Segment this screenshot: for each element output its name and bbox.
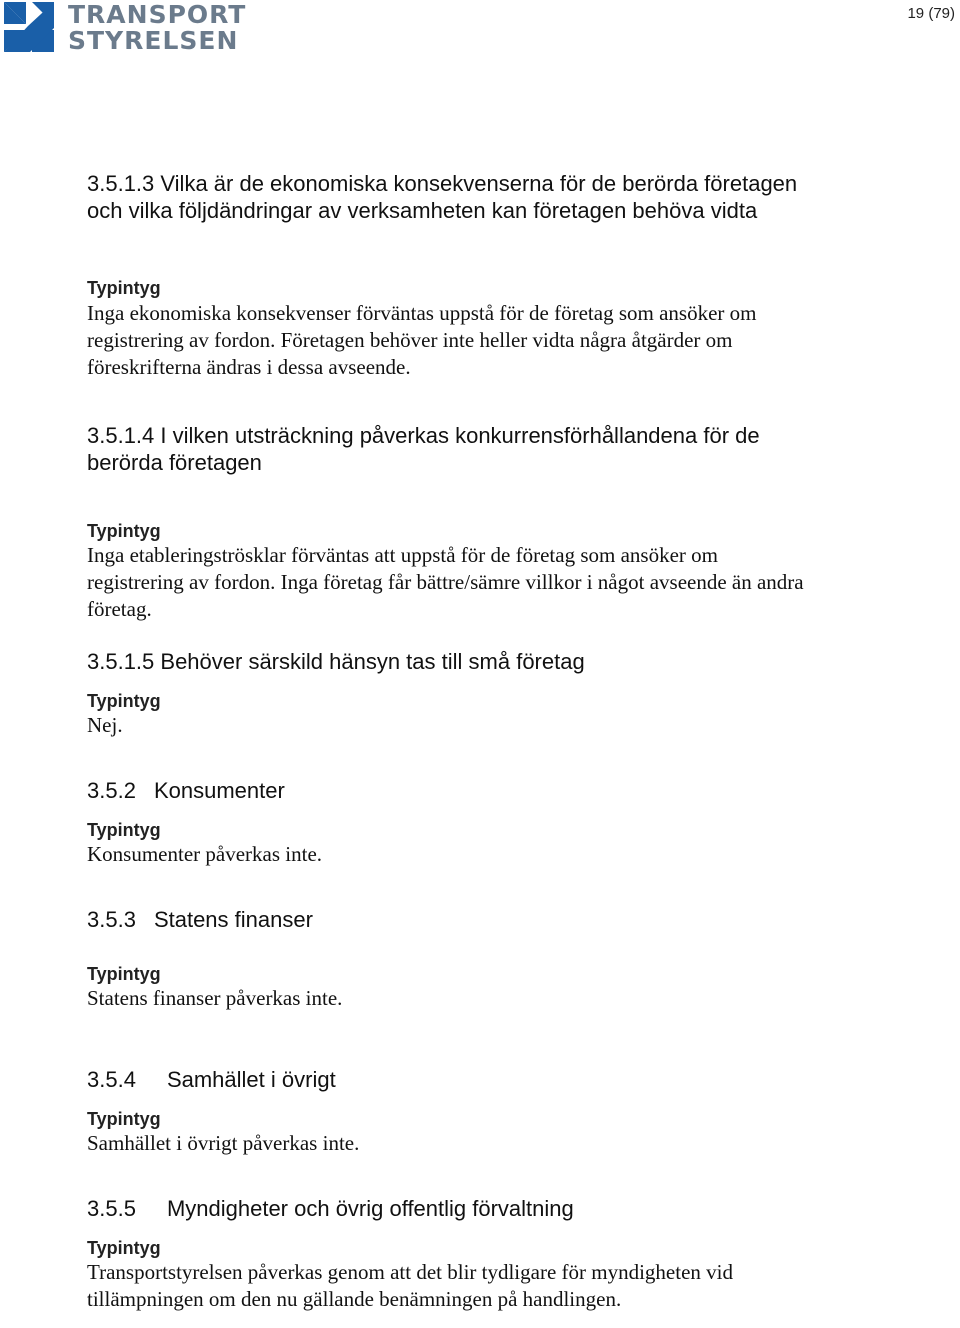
- section-title: Myndigheter och övrig offentlig förvaltning: [166, 1196, 574, 1221]
- section-heading: [87, 777, 817, 804]
- section-title: Statens finanser: [153, 907, 313, 932]
- section-body: Konsumenter påverkas inte.: [87, 842, 323, 866]
- section-heading: [87, 1195, 817, 1222]
- section-number: 3.5.4: [87, 1067, 136, 1092]
- logo-mark-icon: [4, 2, 54, 52]
- section-heading: [87, 1066, 817, 1093]
- section-label: Typintyg: [87, 1109, 161, 1129]
- section-title: Samhället i övrigt: [166, 1067, 336, 1092]
- section-label: Typintyg: [87, 521, 161, 541]
- section-label: Typintyg: [87, 691, 161, 711]
- section-heading: 3.5.1.3 Vilka är de ekonomiska konsekvenserna för de berörda företagen och vilka följdändringar av verksamheten kan företagen behöva vidta: [87, 171, 798, 223]
- section-title: Konsumenter: [153, 778, 285, 803]
- section-number: 3.5.2: [87, 778, 136, 803]
- section-label: Typintyg: [87, 820, 161, 840]
- section-heading: 3.5.1.5 Behöver särskild hänsyn tas till små företag: [87, 649, 585, 674]
- logo-wordmark: [68, 2, 246, 54]
- section-body: Statens finanser påverkas inte.: [87, 986, 343, 1010]
- section-body: Transportstyrelsen påverkas genom att det blir tydligare för myndigheten vid tillämpningen om den nu gällande benämningen på handlingen.: [87, 1260, 733, 1311]
- transportstyrelsen-logo: [4, 0, 247, 56]
- section-label: Typintyg: [87, 278, 161, 298]
- section-label: Typintyg: [87, 1238, 161, 1258]
- section-body: Nej.: [87, 713, 123, 737]
- logo-line-1: TRANSPORT: [68, 0, 247, 29]
- section-body: Inga etableringströsklar förväntas att uppstå för de företag som ansöker om registrering av fordon. Inga företag får bättre/sämre villkor i något avseende än andra företag.: [87, 543, 804, 621]
- section-3-5-1-5: [87, 648, 817, 737]
- section-label: Typintyg: [87, 964, 161, 984]
- section-number: 3.5.5: [87, 1196, 136, 1221]
- page-number: 19 (79): [907, 5, 955, 22]
- section-body: Samhället i övrigt påverkas inte.: [87, 1131, 360, 1155]
- section-3-5-4: [87, 1066, 817, 1155]
- section-3-5-1-4: [87, 422, 817, 621]
- section-heading: 3.5.1.4 I vilken utsträckning påverkas konkurrensförhållandena för de berörda företagen: [87, 423, 760, 475]
- section-3-5-3: [87, 906, 817, 1010]
- section-3-5-5: [87, 1195, 817, 1311]
- section-number: 3.5.3: [87, 907, 136, 932]
- logo-line-2: STYRELSEN: [68, 26, 239, 55]
- section-3-5-1-3: [87, 170, 817, 379]
- section-3-5-2: [87, 777, 817, 866]
- section-body: Inga ekonomiska konsekvenser förväntas uppstå för de företag som ansöker om registrering av fordon. Företagen behöver inte heller vidta några åtgärder om föreskrifterna ändras i dessa avseende.: [87, 301, 757, 379]
- section-heading: [87, 906, 817, 933]
